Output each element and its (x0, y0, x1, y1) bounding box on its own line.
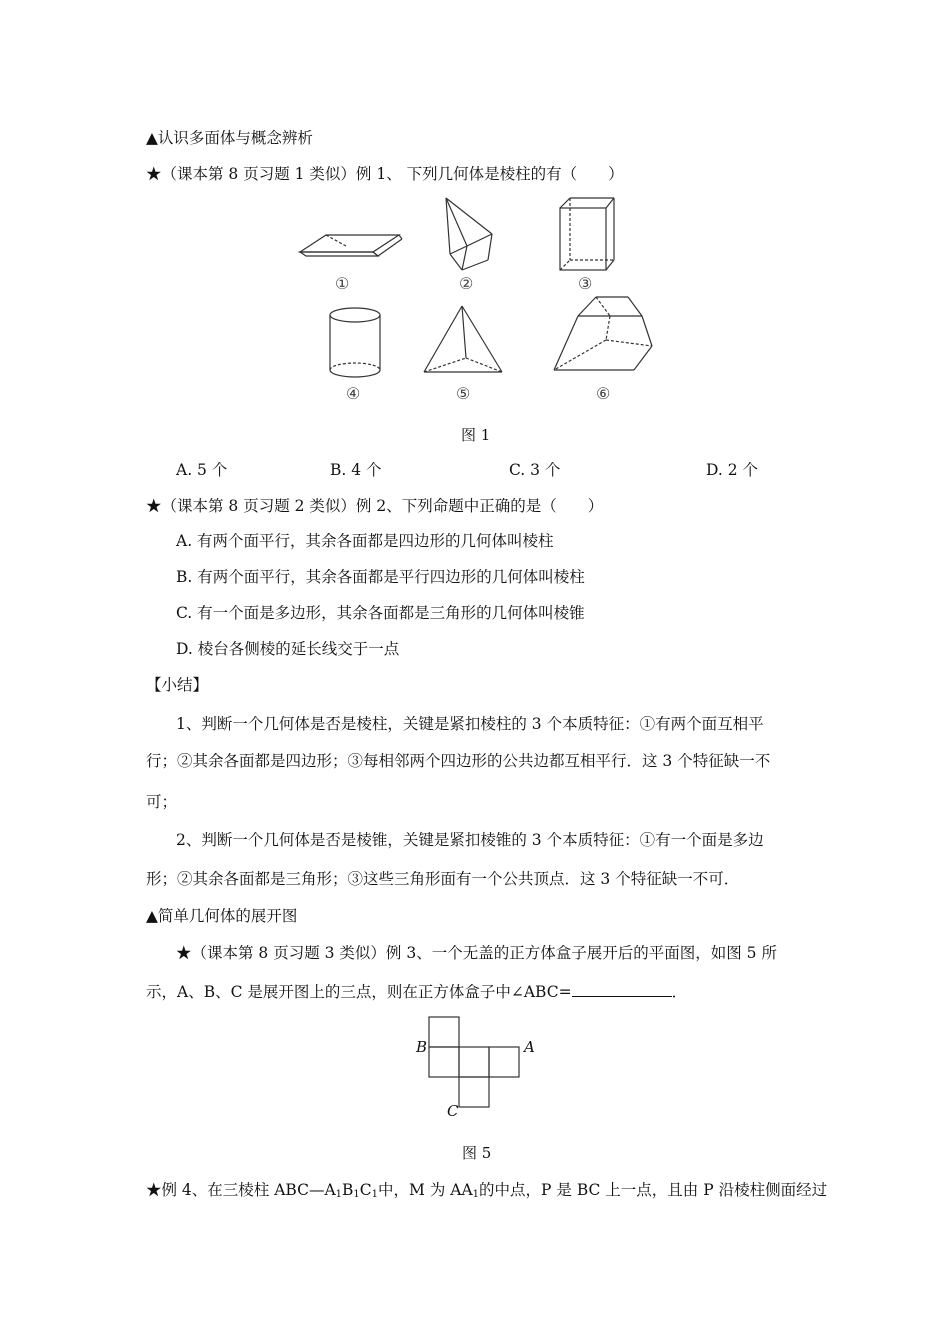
example-3-line1: ★（课本第 8 页习题 3 类似）例 3、一个无盖的正方体盒子展开后的平面图，如图 5 所 (176, 944, 777, 962)
summary-p1-line2: 行；②其余各面都是四边形；③每相邻两个四边形的公共边都互相平行．这 3 个特征缺一不 (146, 752, 771, 770)
example-4-text-3: C (359, 1181, 372, 1199)
answer-blank[interactable] (572, 982, 672, 997)
shape-2-label: ② (459, 274, 474, 293)
shape-4-label: ④ (346, 384, 361, 403)
example-4-text-4: 中，M 为 AA (378, 1181, 473, 1199)
choice-b[interactable]: B. 4 个 (330, 461, 382, 479)
shape-5-label: ⑤ (456, 384, 471, 403)
shape-3-cuboid (556, 194, 620, 274)
example-2-stem: ★（课本第 8 页习题 2 类似）例 2、下列命题中正确的是（ ） (146, 497, 604, 515)
choice-c[interactable]: C. 3 个 (509, 461, 561, 479)
point-c-label: C (447, 1102, 459, 1120)
example-4-text-5: 的中点，P 是 BC 上一点，且由 P 沿棱柱侧面经过 (479, 1181, 828, 1199)
shape-6-label: ⑥ (596, 384, 611, 403)
summary-p2-line2: 形；②其余各面都是三角形；③这些三角形面有一个公共顶点．这 3 个特征缺一不可． (146, 870, 740, 888)
example-3-line2-end: ． (671, 983, 688, 1001)
summary-heading: 【小结】 (146, 676, 209, 694)
choice-d[interactable]: D. 2 个 (706, 461, 759, 479)
shape-1-label: ① (335, 274, 350, 293)
summary-p1-line3: 可； (146, 793, 178, 811)
subscript-2: 1 (353, 1189, 360, 1200)
shape-4-cylinder (326, 304, 386, 384)
example-2-option-d[interactable]: D. 棱台各侧棱的延长线交于一点 (176, 640, 400, 658)
point-a-label: A (524, 1038, 535, 1056)
example-4-text-2: B (342, 1181, 354, 1199)
summary-p2-line1: 2、判断一个几何体是否是棱锥，关键是紧扣棱锥的 3 个本质特征：①有一个面是多边 (176, 831, 764, 849)
shape-5-pyramid (418, 302, 508, 382)
section-heading-polyhedra: ▲认识多面体与概念辨析 (146, 129, 313, 147)
figure-1-caption: 图 1 (461, 426, 491, 444)
example-2-option-c[interactable]: C. 有一个面是多边形，其余各面都是三角形的几何体叫棱锥 (176, 604, 585, 622)
example-3-line2 (146, 982, 687, 1002)
example-4-stem (146, 1180, 827, 1205)
choice-a[interactable]: A. 5 个 (176, 461, 228, 479)
figure-5-caption: 图 5 (462, 1144, 492, 1162)
point-b-label: B (416, 1038, 428, 1056)
example-2-option-a[interactable]: A. 有两个面平行，其余各面都是四边形的几何体叫棱柱 (176, 532, 554, 550)
shape-2-wedge (440, 194, 500, 274)
example-1-stem: ★（课本第 8 页习题 1 类似）例 1、 下列几何体是棱柱的有（ ） (146, 165, 624, 183)
subscript-1: 1 (335, 1189, 343, 1200)
shape-6-frustum (548, 294, 658, 378)
cube-net-diagram (428, 1016, 524, 1112)
subscript-4: 1 (472, 1189, 480, 1200)
subscript-3: 1 (371, 1189, 379, 1200)
shape-1-slanted-prism (296, 222, 406, 262)
example-1-choices (0, 458, 950, 480)
section-heading-nets: ▲简单几何体的展开图 (146, 907, 298, 925)
summary-p1-line1: 1、判断一个几何体是否是棱柱，关键是紧扣棱柱的 3 个本质特征：①有两个面互相平 (176, 715, 764, 733)
example-3-line2-text: 示，A、B、C 是展开图上的三点，则在正方体盒子中∠ABC= (146, 983, 572, 1001)
example-2-option-b[interactable]: B. 有两个面平行，其余各面都是平行四边形的几何体叫棱柱 (176, 568, 585, 586)
shape-3-label: ③ (578, 274, 593, 293)
example-4-text-1: ★例 4、在三棱柱 ABC—A (146, 1181, 336, 1199)
